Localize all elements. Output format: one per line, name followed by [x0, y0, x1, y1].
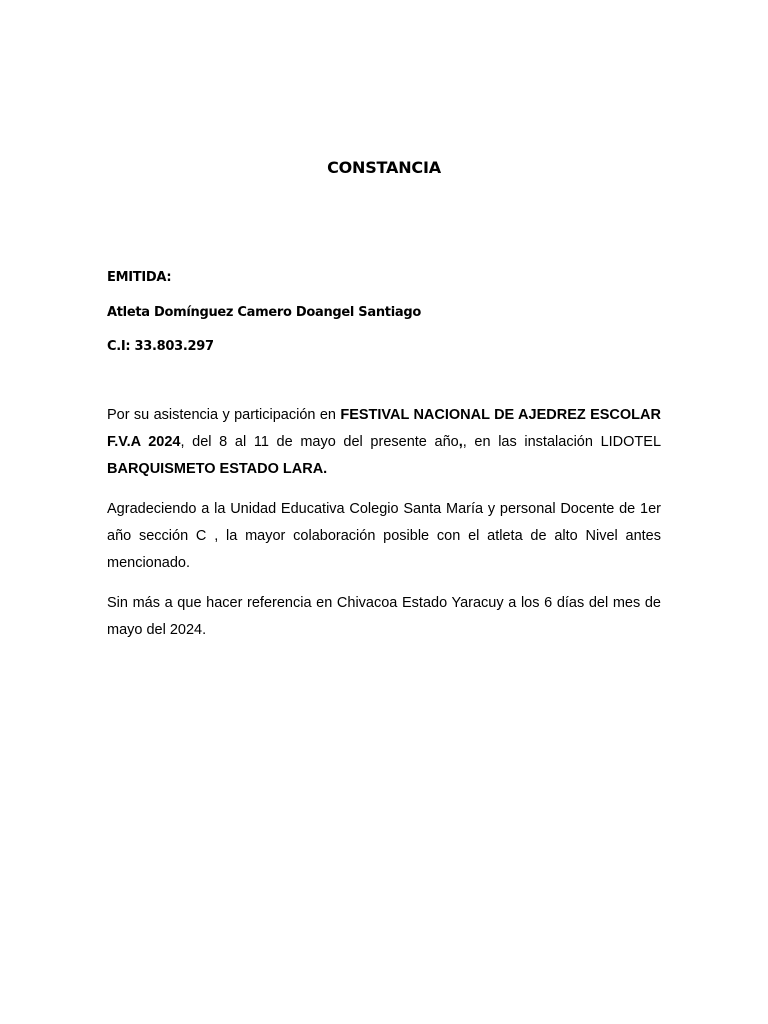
p1-text-1: Por su asistencia y participación en [107, 407, 341, 423]
event-name: FESTIVAL NACIONAL DE AJEDREZ ESCOLAR F.V.A 2024 [107, 407, 661, 450]
paragraph-closing: Sin más a que hacer referencia en Chivacoa Estado Yaracuy a los 6 días del mes de mayo del 2024. [107, 595, 661, 638]
p1-text-2: , del 8 al 11 de mayo del presente año [180, 434, 459, 450]
recipient-block [107, 268, 421, 372]
athlete-name: Atleta Domínguez Camero Doangel Santiago [107, 304, 421, 320]
paragraph-thanks: Agradeciendo a la Unidad Educativa Colegio Santa María y personal Docente de 1er año sección C , la mayor colaboración posible con el atleta de alto Nivel antes mencionado. [107, 501, 661, 571]
emitida-label: EMITIDA: [107, 270, 172, 285]
p1-text-3: , en las instalación LIDOTEL [462, 434, 662, 450]
paragraph-participation: Por su asistencia y participación en FESTIVAL NACIONAL DE AJEDREZ ESCOLAR F.V.A 2024, del 8 al 11 de mayo del presente año,, en las instalación LIDOTEL BARQUISMETO ESTADO LARA. [107, 407, 662, 477]
event-location: BARQUISMETO ESTADO LARA. [107, 461, 328, 477]
document-title: CONSTANCIA [327, 158, 441, 177]
ci-number: C.I: 33.803.297 [107, 339, 214, 354]
